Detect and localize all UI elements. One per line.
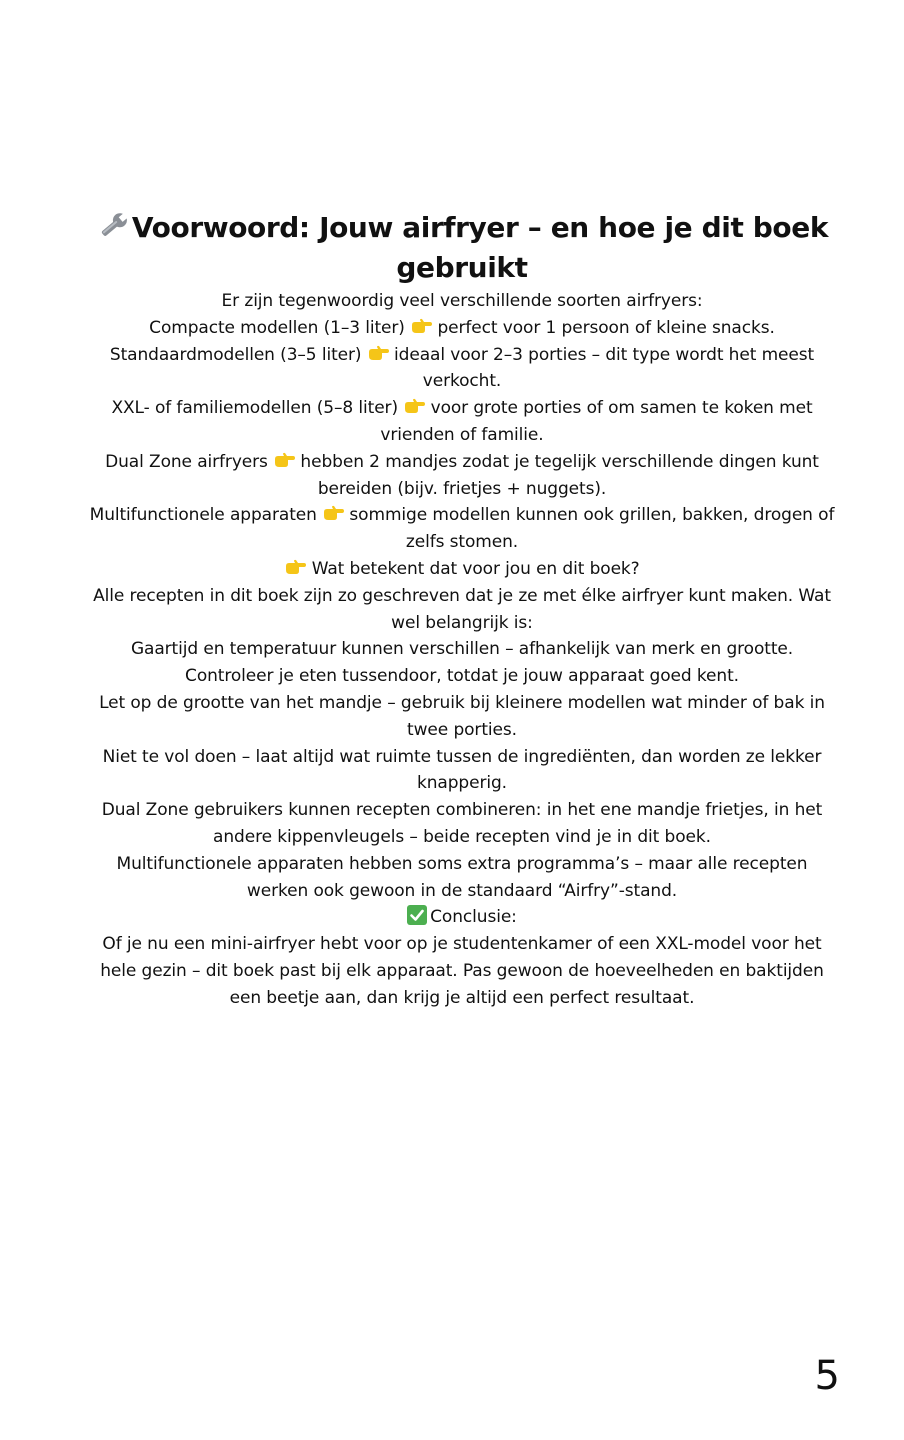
wrench-icon [96,211,130,241]
pointing-hand-icon [367,343,389,359]
list-item [86,502,838,556]
list-item [86,315,838,342]
type-desc: sommige modellen kunnen ook grillen, bakken, drogen of zelfs stomen. [349,505,835,553]
page-title [86,208,838,288]
type-name: Dual Zone airfryers [105,451,268,472]
pointing-hand-icon [284,557,306,573]
intro-text: Er zijn tegenwoordig veel verschillende soorten airfryers: [221,291,703,311]
list-item [86,395,838,449]
type-name: Standaardmodellen (3–5 liter) [109,344,362,365]
page-number: 5 [814,1353,840,1399]
type-name: Compacte modellen (1–3 liter) [149,317,405,338]
pointing-hand-icon [410,316,432,332]
recipes-intro: Alle recepten in dit boek zijn zo geschreven dat je ze met élke airfryer kunt maken. Wat wel belangrijk is: [93,585,831,633]
type-desc: voor grote porties of om samen te koken met vrienden of familie. [380,398,813,445]
body-text [86,288,838,1012]
type-name: XXL- of familiemodellen (5–8 liter) [111,398,398,419]
tip-item: Dual Zone gebruikers kunnen recepten combineren: in het ene mandje frietjes, in het andere kippenvleugels – beide recepten vind je in dit boek. [101,800,823,847]
list-item [86,449,838,503]
check-mark-icon [407,905,427,925]
pointing-hand-icon [322,503,344,519]
tip-item: Gaartijd en temperatuur kunnen verschillen – afhankelijk van merk en grootte. Controleer je eten tussendoor, totdat je jouw apparaat goed kent. [130,639,794,687]
question-line [86,556,838,583]
type-desc: hebben 2 mandjes zodat je tegelijk verschillende dingen kunt bereiden (bijv. frietjes + nuggets). [300,451,819,499]
type-desc: perfect voor 1 persoon of kleine snacks. [437,317,775,338]
pointing-hand-icon [403,396,425,412]
list-item [86,342,838,396]
type-desc: ideaal voor 2–3 porties – dit type wordt het meest verkocht. [394,344,815,392]
tip-item: Niet te vol doen – laat altijd wat ruimte tussen de ingrediënten, dan worden ze lekker knapperig. [102,746,822,794]
conclusion-heading: Conclusie: [430,907,517,928]
question-text: Wat betekent dat voor jou en dit boek? [311,558,640,579]
conclusion-heading-line [86,904,838,931]
title-text: Voorwoord: Jouw airfryer – en hoe je dit boek gebruikt [131,211,829,284]
conclusion-text: Of je nu een mini-airfryer hebt voor op je studentenkamer of een XXL-model voor het hele gezin – dit boek past bij elk apparaat. Pas gewoon de hoeveelheden en baktijden een beetje aan, dan krijg je altijd een perfect resultaat. [100,934,824,1008]
page-content [86,208,838,1012]
pointing-hand-icon [273,450,295,466]
tip-item: Let op de grootte van het mandje – gebruik bij kleinere modellen wat minder of bak in twee porties. [99,692,825,740]
tip-item: Multifunctionele apparaten hebben soms extra programma’s – maar alle recepten werken ook gewoon in de standaard “Airfry”-stand. [116,853,808,901]
type-name: Multifunctionele apparaten [89,505,317,526]
